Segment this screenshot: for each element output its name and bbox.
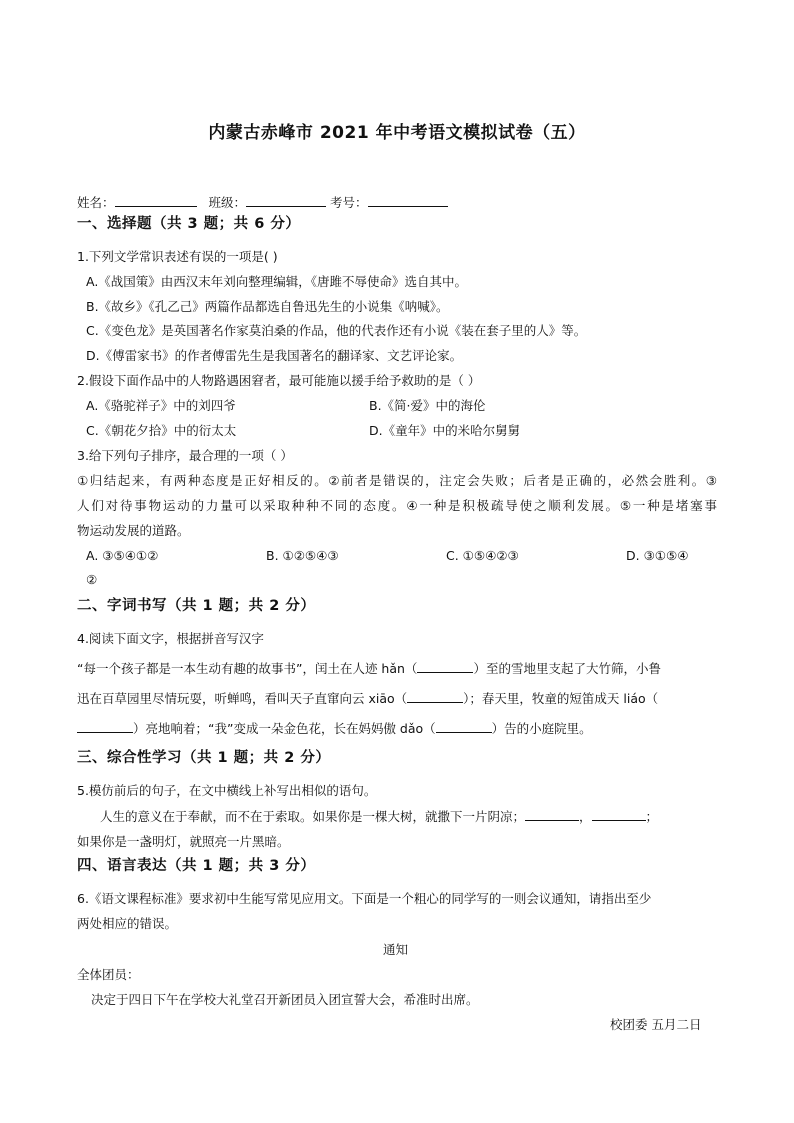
q1-option-a: A.《战国策》由西汉末年刘向整理编辑，《唐雎不辱使命》选自其中。 xyxy=(86,274,468,289)
q5-separator: ， xyxy=(579,809,592,824)
q4-text-line3 xyxy=(77,720,592,738)
q3-option-b: B. ①②⑤④③ xyxy=(266,548,339,563)
section1-heading: 一、选择题（共 3 题；共 6 分） xyxy=(77,216,301,232)
q4-blank-dao[interactable] xyxy=(436,720,492,733)
q1-option-b: B.《故乡》《孔乙己》两篇作品都选自鲁迅先生的小说集《呐喊》。 xyxy=(86,299,449,314)
q3-text-line2: 人们对待事物运动的力量可以采取种种不同的态度。④一种是积极疏导使之顺利发展。⑤一种是堵塞事 xyxy=(77,498,717,513)
q1-option-d: D.《傅雷家书》的作者傅雷先生是我国著名的翻译家、文艺评论家。 xyxy=(86,348,463,363)
q5-line1-end: ； xyxy=(645,809,659,824)
q1-stem: 1.下列文学常识表述有误的一项是( ) xyxy=(77,249,278,264)
q4-line1-end: ）至的雪地里支起了大竹筛，小鲁 xyxy=(473,661,661,676)
q4-blank-xiao[interactable] xyxy=(407,690,463,703)
q5-line1-start: 人生的意义在于奉献，而不在于索取。如果你是一棵大树，就撒下一片阴凉； xyxy=(100,809,526,824)
q5-blank-2[interactable] xyxy=(592,808,646,821)
q2-stem: 2.假设下面作品中的人物路遇困窘者，最可能施以援手给予救助的是（ ） xyxy=(77,373,481,388)
q2-option-c: C.《朝花夕拾》中的衍太太 xyxy=(86,423,237,438)
q2-option-b: B.《简·爱》中的海伦 xyxy=(369,398,486,413)
id-field[interactable] xyxy=(368,192,448,207)
q4-line2-start: 迅在百草园里尽情玩耍，听蝉鸣，看叫天子直窜向云 xiāo（ xyxy=(77,691,408,706)
notice-signature: 校团委 五月二日 xyxy=(610,1017,702,1032)
q4-line3-mid: ）亮地响着；“我”变成一朵金色花，长在妈妈傲 dǎo（ xyxy=(133,721,436,736)
q3-option-a: A. ③⑤④①② xyxy=(86,548,159,563)
q3-option-c: C. ①⑤④②③ xyxy=(446,548,519,563)
q6-stem-line1: 6.《语文课程标准》要求初中生能写常见应用文。下面是一个粗心的同学写的一则会议通知，请指出至少 xyxy=(77,891,652,906)
q5-text-line2: 如果你是一盏明灯，就照亮一片黑暗。 xyxy=(77,834,290,849)
name-label: 姓名： xyxy=(77,195,115,210)
student-info-row xyxy=(77,192,448,212)
class-label: 班级： xyxy=(208,195,247,210)
q2-option-a: A.《骆驼祥子》中的刘四爷 xyxy=(86,398,236,413)
q4-line1-start: “每一个孩子都是一本生动有趣的故事书”，闰土在人迹 hǎn（ xyxy=(77,661,418,676)
notice-title: 通知 xyxy=(383,942,409,957)
q4-blank-liao[interactable] xyxy=(77,720,133,733)
q6-stem-line2: 两处相应的错误。 xyxy=(77,916,178,931)
q4-text-line1 xyxy=(77,660,661,678)
q3-option-d-wrap: ② xyxy=(86,572,98,587)
q4-stem: 4.阅读下面文字，根据拼音写汉字 xyxy=(77,631,264,646)
q2-option-d: D.《童年》中的米哈尔舅舅 xyxy=(369,423,521,438)
notice-body: 决定于四日下午在学校大礼堂召开新团员入团宣誓大会，希准时出席。 xyxy=(91,992,479,1007)
exam-title: 内蒙古赤峰市 2021 年中考语文模拟试卷（五） xyxy=(208,123,586,143)
notice-salutation: 全体团员： xyxy=(77,967,140,982)
name-field[interactable] xyxy=(115,192,197,207)
q3-text-line3: 物运动发展的道路。 xyxy=(77,523,190,538)
section2-heading: 二、字词书写（共 1 题；共 2 分） xyxy=(77,598,316,614)
section3-heading: 三、综合性学习（共 1 题；共 2 分） xyxy=(77,750,331,766)
q3-option-d: D. ③①⑤④ xyxy=(626,548,689,563)
q3-stem: 3.给下列句子排序，最合理的一项（ ） xyxy=(77,448,293,463)
q5-blank-1[interactable] xyxy=(525,808,579,821)
q5-text-line1 xyxy=(100,808,658,826)
class-field[interactable] xyxy=(246,192,326,207)
q1-option-c: C.《变色龙》是英国著名作家莫泊桑的作品，他的代表作还有小说《装在套子里的人》等。 xyxy=(86,323,587,338)
q4-text-line2 xyxy=(77,690,658,708)
q3-text-line1: ①归结起来，有两种态度是正好相反的。②前者是错误的，注定会失败；后者是正确的，必然会胜利。③ xyxy=(77,473,717,488)
q5-stem: 5.模仿前后的句子，在文中横线上补写出相似的语句。 xyxy=(77,783,377,798)
id-label: 考号： xyxy=(330,195,368,210)
q4-line3-end: ）告的小庭院里。 xyxy=(491,721,592,736)
q4-line2-end: ）；春天里，牧童的短笛成天 liáo（ xyxy=(463,691,659,706)
section4-heading: 四、语言表达（共 1 题；共 3 分） xyxy=(77,858,316,874)
q4-blank-han[interactable] xyxy=(417,660,473,673)
